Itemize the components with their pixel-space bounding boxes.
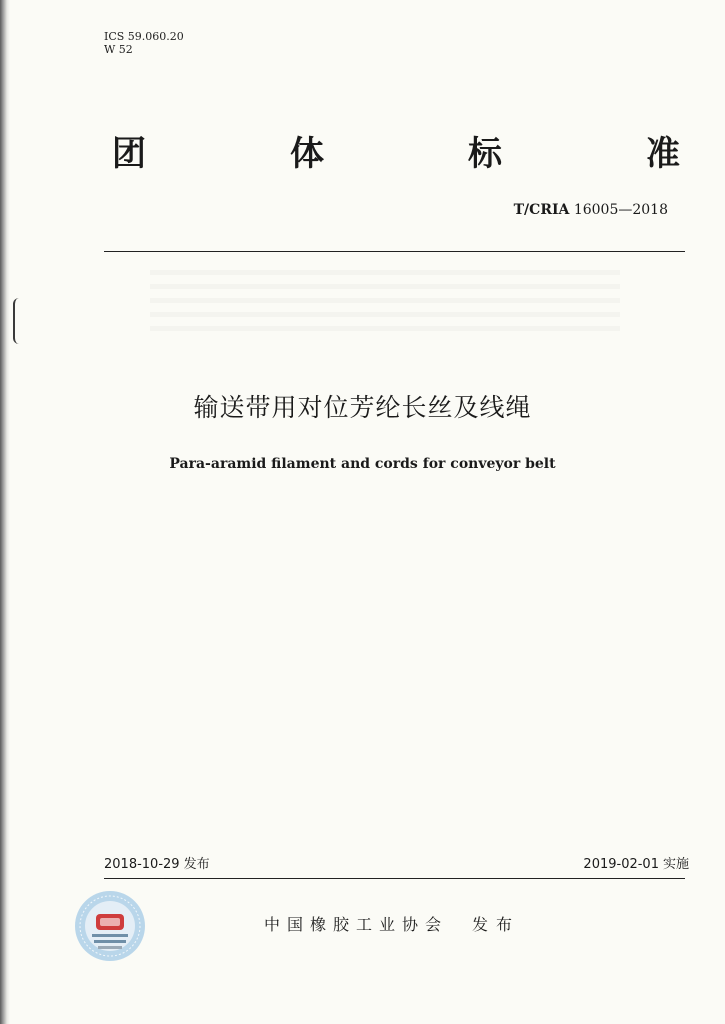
standard-number-prefix: T/CRIA <box>513 202 570 218</box>
scanned-page-edge <box>0 0 10 1024</box>
anti-counterfeit-seal-icon <box>74 890 146 962</box>
standard-type-char: 准 <box>646 134 680 174</box>
effective-date-value: 2019-02-01 <box>583 857 659 872</box>
show-through-ghost <box>150 270 620 340</box>
effective-date-label: 实施 <box>662 857 689 872</box>
header-divider <box>104 251 685 252</box>
document-title-chinese: 输送带用对位芳纶长丝及线绳 <box>193 393 532 422</box>
publisher-action: 发布 <box>472 915 521 934</box>
publisher-line <box>264 914 520 936</box>
ics-code: ICS 59.060.20 <box>104 30 184 43</box>
standard-type-char: 团 <box>112 134 146 174</box>
standard-type-char: 体 <box>290 134 324 174</box>
issue-date-label: 发布 <box>183 857 210 872</box>
issue-date-value: 2018-10-29 <box>104 857 180 872</box>
issue-date <box>104 856 210 874</box>
effective-date <box>583 856 689 874</box>
standard-number-value: 16005—2018 <box>573 202 668 218</box>
standard-type-heading <box>112 132 680 176</box>
footer-divider <box>104 878 685 879</box>
document-title-english: Para-aramid filament and cords for conveyor belt <box>169 456 556 472</box>
binding-mark <box>13 298 20 344</box>
standard-number <box>514 202 668 218</box>
publisher-organization: 中国橡胶工业协会 <box>264 915 449 934</box>
classification-codes <box>104 30 184 56</box>
standard-type-char: 标 <box>468 134 502 174</box>
ccs-code: W 52 <box>104 43 133 56</box>
